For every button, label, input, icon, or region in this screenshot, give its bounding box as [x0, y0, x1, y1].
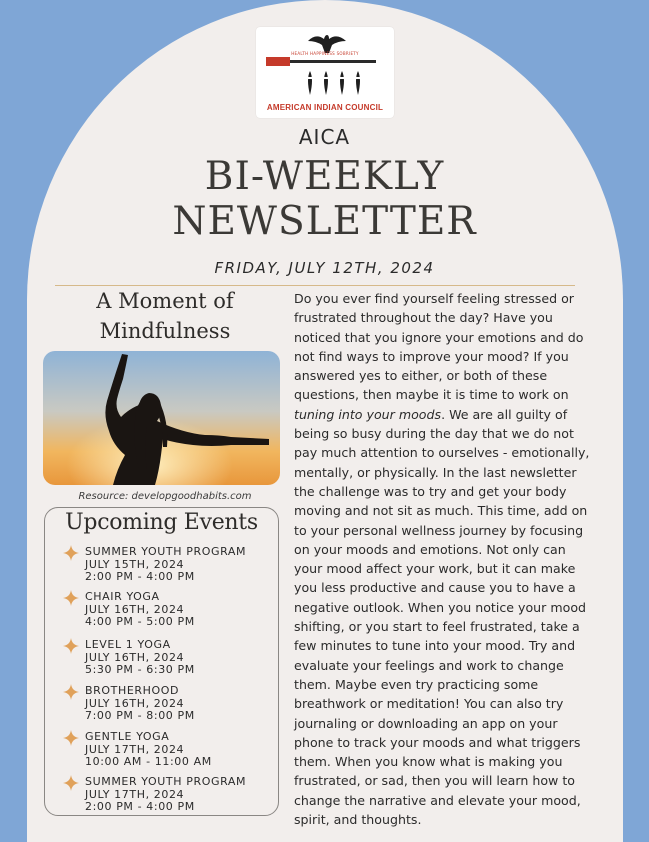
event-name: GENTLE YOGA: [85, 730, 170, 743]
article-line: journaling or downloading an app on your: [294, 715, 558, 731]
article-line: few minutes to tune into your mood. Try and: [294, 638, 576, 654]
event-name: CHAIR YOGA: [85, 590, 160, 603]
article-line: Do you ever find yourself feeling stressed or: [294, 291, 574, 306]
sparkle-icon: [63, 775, 79, 791]
article-line: mentally, or physically. In the last newsletter: [294, 464, 577, 480]
article-line: being so busy during the day that we do not: [294, 426, 574, 442]
event-date: JULY 15TH, 2024: [85, 557, 185, 571]
article-line: you less productive and cause you to have a: [294, 580, 576, 596]
article-line: change the narrative and elevate your mood,: [294, 792, 581, 808]
section-title-line1: A Moment of: [96, 289, 234, 313]
article-line: not find ways to improve your mood? If you: [294, 348, 569, 364]
article-line: tuning into your moods. We are all guilty of: [294, 406, 568, 422]
event-time: 7:00 PM - 8:00 PM: [85, 709, 195, 722]
article-line: them. When you know what is making you: [294, 754, 563, 770]
event-date: JULY 16TH, 2024: [85, 696, 185, 710]
event-date: JULY 17TH, 2024: [85, 742, 185, 756]
article-body: [294, 289, 614, 829]
article-line: questions, then maybe it is time to work on: [294, 387, 569, 403]
logo-name: AMERICAN INDIAN COUNCIL: [266, 103, 384, 112]
event-date: JULY 16TH, 2024: [85, 602, 185, 616]
newsletter-title-line2: NEWSLETTER: [172, 199, 477, 244]
image-caption: Resource: developgoodhabits.com: [78, 491, 252, 502]
event-time: 4:00 PM - 5:00 PM: [85, 615, 195, 628]
article-line: negative outlook. When you notice your mood: [294, 599, 587, 615]
org-name: AICA: [298, 125, 351, 149]
article-line: answered yes to either, or both of these: [294, 368, 548, 384]
section-title-line2: Mindfulness: [99, 319, 231, 343]
sparkle-icon: [63, 590, 79, 606]
event-name: BROTHERHOOD: [85, 684, 180, 697]
article-line: phone to track your moods and what triggers: [294, 734, 581, 750]
event-name: SUMMER YOUTH PROGRAM: [85, 775, 247, 788]
event-name: SUMMER YOUTH PROGRAM: [85, 545, 247, 558]
sparkle-icon: [63, 730, 79, 746]
silhouette-photo: [43, 351, 280, 485]
article-line: pay much attention to ourselves - emotionally,: [294, 445, 590, 461]
divider: [55, 285, 575, 286]
article-line: them. Maybe even try practicing some: [294, 676, 539, 692]
sparkle-icon: [63, 638, 79, 654]
article-line: frustrated throughout the day? Have you: [294, 310, 553, 326]
article-line: noticed that you ignore your emotions and do: [294, 329, 584, 345]
article-line: breathwork or meditation! You can also try: [294, 696, 564, 712]
newsletter-title-line1: BI-WEEKLY: [204, 154, 445, 199]
article-line: spirit, and thoughts.: [294, 812, 422, 828]
event-time: 2:00 PM - 4:00 PM: [85, 570, 195, 583]
sparkle-icon: [63, 684, 79, 700]
article-line: to your personal wellness journey by focusing: [294, 522, 584, 538]
article-line: on your moods and emotions. Not only can: [294, 541, 566, 557]
council-logo: [256, 27, 394, 118]
upcoming-events-box: [44, 507, 279, 816]
logo-tagline: HEALTH HAPPINESS SOBRIETY: [291, 51, 359, 56]
article-line: evaluate your feelings and work to change: [294, 657, 564, 673]
article-line: moving and not sit as much. This time, add on: [294, 503, 588, 519]
event-time: 10:00 AM - 11:00 AM: [85, 755, 212, 768]
sparkle-icon: [63, 545, 79, 561]
article-line: shifting, or you start to feel frustrated, take a: [294, 619, 580, 635]
events-title: Upcoming Events: [65, 510, 258, 535]
event-name: LEVEL 1 YOGA: [85, 638, 171, 651]
article-line: your mood affect your work, but it can make: [294, 561, 576, 577]
event-date: JULY 16TH, 2024: [85, 650, 185, 664]
event-time: 2:00 PM - 4:00 PM: [85, 800, 195, 813]
newsletter-date: FRIDAY, JULY 12TH, 2024: [214, 259, 435, 277]
article-line: frustrated, or sad, then you will learn how to: [294, 773, 575, 789]
article-line: the challenge was to try and get your body: [294, 483, 567, 499]
event-date: JULY 17TH, 2024: [85, 787, 185, 801]
event-time: 5:30 PM - 6:30 PM: [85, 663, 195, 676]
